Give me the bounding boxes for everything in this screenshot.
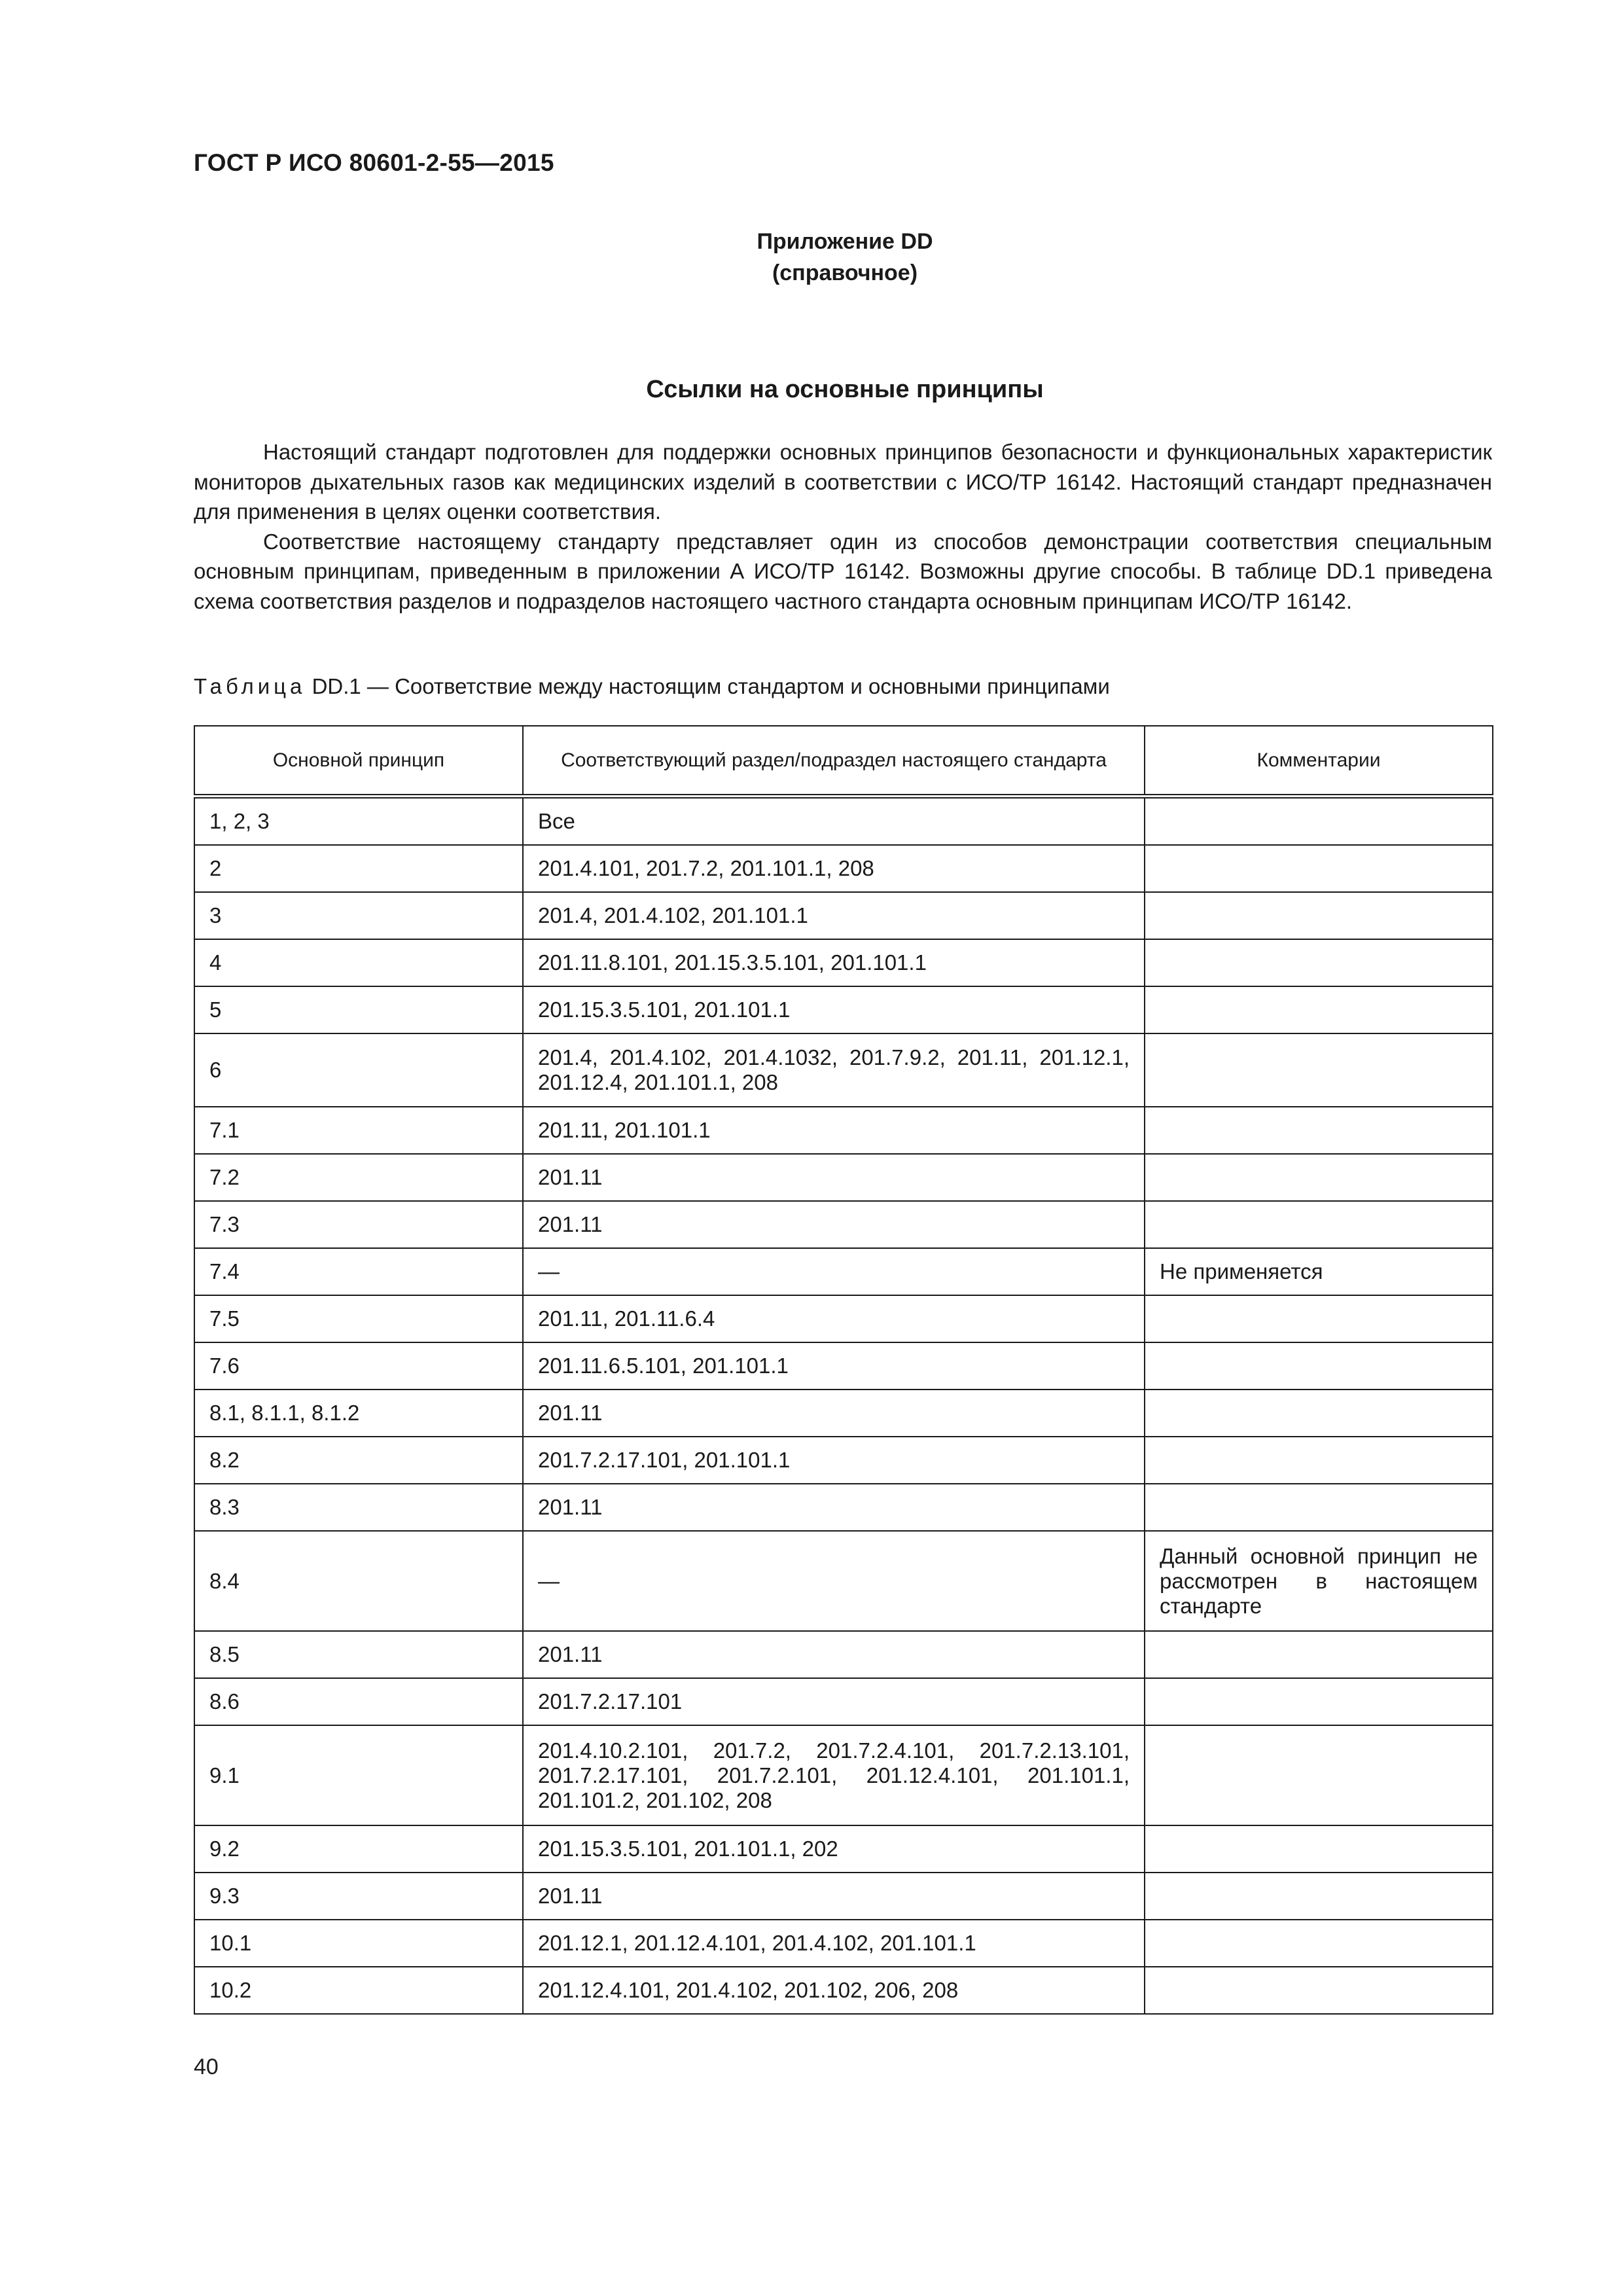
page-number: 40 xyxy=(194,2054,219,2079)
table-row xyxy=(194,1825,1493,1873)
table-row xyxy=(194,1201,1493,1248)
appendix-title: Приложение DD xyxy=(757,229,933,254)
body-text xyxy=(194,437,1492,616)
comment-cell xyxy=(1145,1154,1493,1201)
table-row xyxy=(194,1484,1493,1531)
section-cell: Все xyxy=(523,797,1145,846)
table-caption-text: DD.1 — Соответствие между настоящим стандартом и основными принципами xyxy=(312,674,1110,698)
principle-cell: 5 xyxy=(194,986,523,1033)
section-cell: 201.11 xyxy=(523,1484,1145,1531)
section-cell: — xyxy=(523,1531,1145,1631)
comment-cell xyxy=(1145,1033,1493,1107)
correspondence-table xyxy=(194,725,1493,2015)
table-row xyxy=(194,1390,1493,1437)
table-row xyxy=(194,1033,1493,1107)
principle-cell: 4 xyxy=(194,939,523,986)
comment-cell: Данный основной принцип не рассмотрен в настоящем стандарте xyxy=(1145,1531,1493,1631)
comment-cell xyxy=(1145,1678,1493,1725)
principle-cell: 7.6 xyxy=(194,1342,523,1390)
section-cell: 201.4.10.2.101, 201.7.2, 201.7.2.4.101, 201.7.2.13.101, 201.7.2.17.101, 201.7.2.101, 201.12.4.101, 201.101.1, 201.101.2, 201.102, 208 xyxy=(523,1725,1145,1825)
table-row xyxy=(194,797,1493,846)
comment-cell xyxy=(1145,1437,1493,1484)
section-cell: 201.11.8.101, 201.15.3.5.101, 201.101.1 xyxy=(523,939,1145,986)
comment-cell xyxy=(1145,1725,1493,1825)
comment-cell xyxy=(1145,939,1493,986)
principle-cell: 7.5 xyxy=(194,1295,523,1342)
principle-cell: 1, 2, 3 xyxy=(194,797,523,846)
section-cell: 201.11 xyxy=(523,1873,1145,1920)
principle-cell: 9.2 xyxy=(194,1825,523,1873)
section-cell: 201.15.3.5.101, 201.101.1, 202 xyxy=(523,1825,1145,1873)
table-row xyxy=(194,892,1493,939)
principle-cell: 7.2 xyxy=(194,1154,523,1201)
section-cell: 201.7.2.17.101 xyxy=(523,1678,1145,1725)
section-cell: 201.11, 201.11.6.4 xyxy=(523,1295,1145,1342)
comment-cell xyxy=(1145,1873,1493,1920)
principle-cell: 3 xyxy=(194,892,523,939)
table-row xyxy=(194,1107,1493,1154)
section-cell: 201.4.101, 201.7.2, 201.101.1, 208 xyxy=(523,845,1145,892)
section-cell: 201.11 xyxy=(523,1631,1145,1678)
comment-cell xyxy=(1145,797,1493,846)
principle-cell: 10.1 xyxy=(194,1920,523,1967)
principle-cell: 9.1 xyxy=(194,1725,523,1825)
principle-cell: 8.4 xyxy=(194,1531,523,1631)
principle-cell: 8.2 xyxy=(194,1437,523,1484)
comment-cell xyxy=(1145,1825,1493,1873)
table-row xyxy=(194,939,1493,986)
table-caption-label: Таблица xyxy=(194,674,306,698)
principle-cell: 10.2 xyxy=(194,1967,523,2014)
column-header-principle: Основной принцип xyxy=(194,726,523,797)
section-cell: 201.12.4.101, 201.4.102, 201.102, 206, 208 xyxy=(523,1967,1145,2014)
table-row xyxy=(194,1154,1493,1201)
principle-cell: 8.1, 8.1.1, 8.1.2 xyxy=(194,1390,523,1437)
section-cell: 201.4, 201.4.102, 201.101.1 xyxy=(523,892,1145,939)
table-header-row xyxy=(194,726,1493,797)
comment-cell xyxy=(1145,1342,1493,1390)
comment-cell xyxy=(1145,986,1493,1033)
comment-cell xyxy=(1145,1295,1493,1342)
column-header-comments: Комментарии xyxy=(1145,726,1493,797)
table-row xyxy=(194,1437,1493,1484)
table-row xyxy=(194,1248,1493,1295)
principle-cell: 2 xyxy=(194,845,523,892)
table-row xyxy=(194,986,1493,1033)
section-title: Ссылки на основные принципы xyxy=(646,376,1044,403)
table-row xyxy=(194,1967,1493,2014)
table-row xyxy=(194,1631,1493,1678)
table-row xyxy=(194,1725,1493,1825)
table-row xyxy=(194,1678,1493,1725)
table-row xyxy=(194,1873,1493,1920)
section-cell: 201.12.1, 201.12.4.101, 201.4.102, 201.101.1 xyxy=(523,1920,1145,1967)
appendix-heading xyxy=(0,226,1623,289)
section-cell: 201.11 xyxy=(523,1201,1145,1248)
table-row xyxy=(194,1920,1493,1967)
comment-cell xyxy=(1145,845,1493,892)
section-cell: 201.11 xyxy=(523,1390,1145,1437)
principle-cell: 8.5 xyxy=(194,1631,523,1678)
appendix-status: (справочное) xyxy=(772,260,918,285)
paragraph: Настоящий стандарт подготовлен для поддержки основных принципов безопасности и функциональных характеристик мониторов дыхательных газов как медицинских изделий в соответствии с ИСО/ТР 16142. Настоящий стандарт предназначен для применения в целях оценки соответствия. xyxy=(194,440,1492,524)
comment-cell xyxy=(1145,1631,1493,1678)
section-cell: — xyxy=(523,1248,1145,1295)
principle-cell: 7.1 xyxy=(194,1107,523,1154)
table-row xyxy=(194,1342,1493,1390)
comment-cell xyxy=(1145,1484,1493,1531)
section-cell: 201.15.3.5.101, 201.101.1 xyxy=(523,986,1145,1033)
table-row xyxy=(194,1531,1493,1631)
comment-cell xyxy=(1145,1201,1493,1248)
principle-cell: 7.4 xyxy=(194,1248,523,1295)
comment-cell xyxy=(1145,892,1493,939)
document-code: ГОСТ Р ИСО 80601-2-55—2015 xyxy=(194,149,554,176)
comment-cell: Не применяется xyxy=(1145,1248,1493,1295)
principle-cell: 8.3 xyxy=(194,1484,523,1531)
comment-cell xyxy=(1145,1920,1493,1967)
principle-cell: 9.3 xyxy=(194,1873,523,1920)
principle-cell: 8.6 xyxy=(194,1678,523,1725)
paragraph: Соответствие настоящему стандарту представляет один из способов демонстрации соответствия специальным основным принципам, приведенным в приложении А ИСО/ТР 16142. Возможны другие способы. В таблице DD.1 приведена схема соответствия разделов и подразделов настоящего частного стандарта основным принципам ИСО/ТР 16142. xyxy=(194,529,1492,613)
section-cell: 201.11.6.5.101, 201.101.1 xyxy=(523,1342,1145,1390)
section-cell: 201.11 xyxy=(523,1154,1145,1201)
table-row xyxy=(194,845,1493,892)
principle-cell: 6 xyxy=(194,1033,523,1107)
section-cell: 201.4, 201.4.102, 201.4.1032, 201.7.9.2, 201.11, 201.12.1, 201.12.4, 201.101.1, 208 xyxy=(523,1033,1145,1107)
table-caption xyxy=(194,674,1110,699)
comment-cell xyxy=(1145,1967,1493,2014)
section-cell: 201.11, 201.101.1 xyxy=(523,1107,1145,1154)
table-row xyxy=(194,1295,1493,1342)
column-header-section: Соответствующий раздел/подраздел настоящего стандарта xyxy=(523,726,1145,797)
comment-cell xyxy=(1145,1390,1493,1437)
principle-cell: 7.3 xyxy=(194,1201,523,1248)
section-cell: 201.7.2.17.101, 201.101.1 xyxy=(523,1437,1145,1484)
comment-cell xyxy=(1145,1107,1493,1154)
